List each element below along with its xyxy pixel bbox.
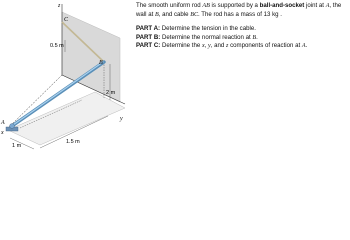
problem-intro: The smooth uniform rod AB is supported by a ball-and-socket joint at A, the wall at B, and cable BC. The rod has a mass of 13 kg . <box>136 2 342 18</box>
point-b-label: B <box>99 60 103 66</box>
part-a: PART A: Determine the tension in the cable. <box>136 25 256 33</box>
point-a-label: A <box>1 120 5 126</box>
problem-statement <box>136 2 348 51</box>
z-axis-label: z <box>58 3 61 9</box>
dim-vertical-label: 2 m <box>106 90 116 96</box>
dim-y-label: 1.5 m <box>66 139 80 145</box>
dim-zc-label: 0.5 m <box>50 43 64 49</box>
part-c: PART C: Determine the x, y, and z components of reaction at A. <box>136 42 308 50</box>
part-b: PART B: Determine the normal reaction at B. <box>136 33 258 41</box>
statics-figure <box>0 0 132 151</box>
x-axis-label: x <box>1 130 4 136</box>
ball-joint <box>10 124 15 129</box>
y-axis-label: y <box>120 116 123 122</box>
point-c-label: C <box>64 17 69 23</box>
dim-x-label: 1 m <box>12 143 22 149</box>
